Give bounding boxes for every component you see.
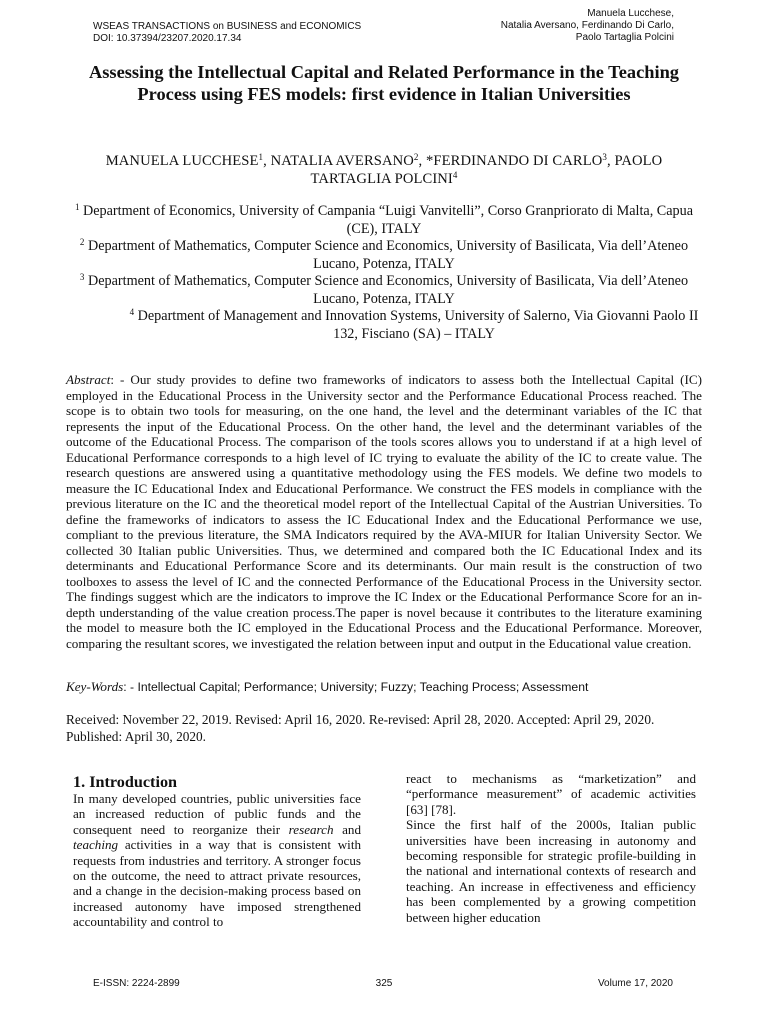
- author-4: PAOLO TARTAGLIA POLCINI$^4$: [310, 153, 663, 187]
- body-column-left: [73, 773, 361, 930]
- author-3: *FERDINANDO DI CARLO$^3$,: [426, 152, 615, 169]
- page-number: 325: [375, 978, 393, 989]
- doi: DOI: 10.37394/23207.2020.17.34: [93, 33, 242, 44]
- running-header-right: [501, 8, 674, 44]
- author-2: NATALIA AVERSANO$^2$,: [270, 152, 427, 169]
- keywords-text: Intellectual Capital; Performance; University; Fuzzy; Teaching Process; Assessment: [137, 680, 589, 694]
- paper-title: Assessing the Intellectual Capital and Related Performance in the Teaching Process using FES models: first evidence in Italian Universities: [88, 62, 680, 104]
- running-authors-line-1: Manuela Lucchese,: [587, 8, 674, 19]
- section-heading-introduction: 1. Introduction: [73, 773, 178, 791]
- running-header-left: [93, 21, 361, 45]
- author-list: [70, 152, 698, 188]
- affiliation-2: $^2$ Department of Mathematics, Computer Science and Economics, University of Basilicata, Via dell’Ateneo Lucano, Potenza, ITALY: [79, 237, 689, 272]
- abstract-text: : - Our study provides to define two frameworks of indicators to assess both the Intellectual Capital (IC) employed in the Educational Process in the University sector and the Performance Educational Process reached. The scope is to obtain two tools for measuring, on the one hand, the level and the determinant variables of the IC that represents the input of the Educational Process. On the other hand, the level and the determinant variables of the outcome of the Educational Process. The comparison of the tools scores allows you to understand if at a high level of Educational Performance corresponds to a high level of IC trying to evaluate the ability of the IC to create value. The research questions are answered using a quantitative methodology using the FES models. We define two models to measure the IC Educational Index and Educational Performance. We construct the FES models in compliance with the previous literature on the IC and the theoretical model report of the Intellectual Capital of the Austrian Universities. To define the frameworks of indicators to assess the IC Educational Index and the Educational Performance we use, compliant to the previous literature, the SMA Indicators required by the AVA-MIUR for Italian University Sector. We collected 30 Italian public Universities. Thus, we determined and compared both the IC Educational Index and its determinants and Educational Performance Score and its determinants. Our main result is the construction of two toolboxes to assess the level of IC and the connected Performance of the Educational Process in the University sector. The findings suggest which are the indicators to improve the IC Index or the Educational Performance Score for an in-depth understanding of the value creation process.The paper is novel because it contributes to the literature examining the model to measure both the IC employed in the Educational Process and the Educational Performance. Moreover, comparing the resultant scores, we investigated the relation between input and output in the Educational value creation.: [66, 372, 702, 651]
- footer-volume: Volume 17, 2020: [597, 978, 673, 989]
- journal-name: WSEAS TRANSACTIONS on BUSINESS and ECONOMICS: [93, 21, 362, 32]
- running-authors-line-2: Natalia Aversano, Ferdinando Di Carlo,: [500, 20, 674, 31]
- affiliations: [60, 203, 708, 343]
- affiliation-3: $^3$ Department of Mathematics, Computer Science and Economics, University of Basilicata, Via dell’Ateneo Lucano, Potenza, ITALY: [79, 272, 689, 307]
- running-authors-line-3: Paolo Tartaglia Polcini: [575, 32, 674, 43]
- author-1: MANUELA LUCCHESE$^1$,: [105, 152, 271, 169]
- keywords-label: Key-Words: [66, 679, 124, 694]
- affiliation-1: $^1$ Department of Economics, University of Campania “Luigi Vanvitelli”, Corso Granpriorato di Malta, Capua (CE), ITALY: [74, 202, 694, 237]
- abstract-label: Abstract: [66, 372, 111, 387]
- intro-paragraph-continued: react to mechanisms as “marketization” and “performance measurement” of academic activities [63] [78].: [406, 771, 696, 817]
- keywords: Key-Words: - Intellectual Capital; Performance; University; Fuzzy; Teaching Process; Assessment: [66, 679, 589, 694]
- intro-paragraph-2: Since the first half of the 2000s, Italian public universities have been increasing in autonomy and becoming responsible for strategic profile-building in the national and international contexts of research and teaching. An increase in effectiveness and efficiency has been complemented by a growing competition between higher education: [406, 817, 696, 925]
- intro-paragraph-1: In many developed countries, public universities face an increased reduction of public funds and the consequent need to reorganize their research and teaching activities in a way that is consistent with requests from industries and territory. A stronger focus on the outcome, the need to attract private resources, and a change in the decision-making process based on increased autonomy have imposed strengthened accountability and control to: [73, 791, 361, 930]
- publication-dates: Received: November 22, 2019. Revised: April 16, 2020. Re-revised: April 28, 2020. Accepted: April 29, 2020. Published: April 30, 2020.: [66, 712, 655, 744]
- abstract: [66, 372, 702, 651]
- footer-eissn: E-ISSN: 2224-2899: [93, 978, 180, 989]
- affiliation-4: $^4$ Department of Management and Innovation Systems, University of Salerno, Via Giovanni Paolo II 132, Fisciano (SA) – ITALY: [129, 307, 699, 342]
- body-column-right: [406, 771, 696, 925]
